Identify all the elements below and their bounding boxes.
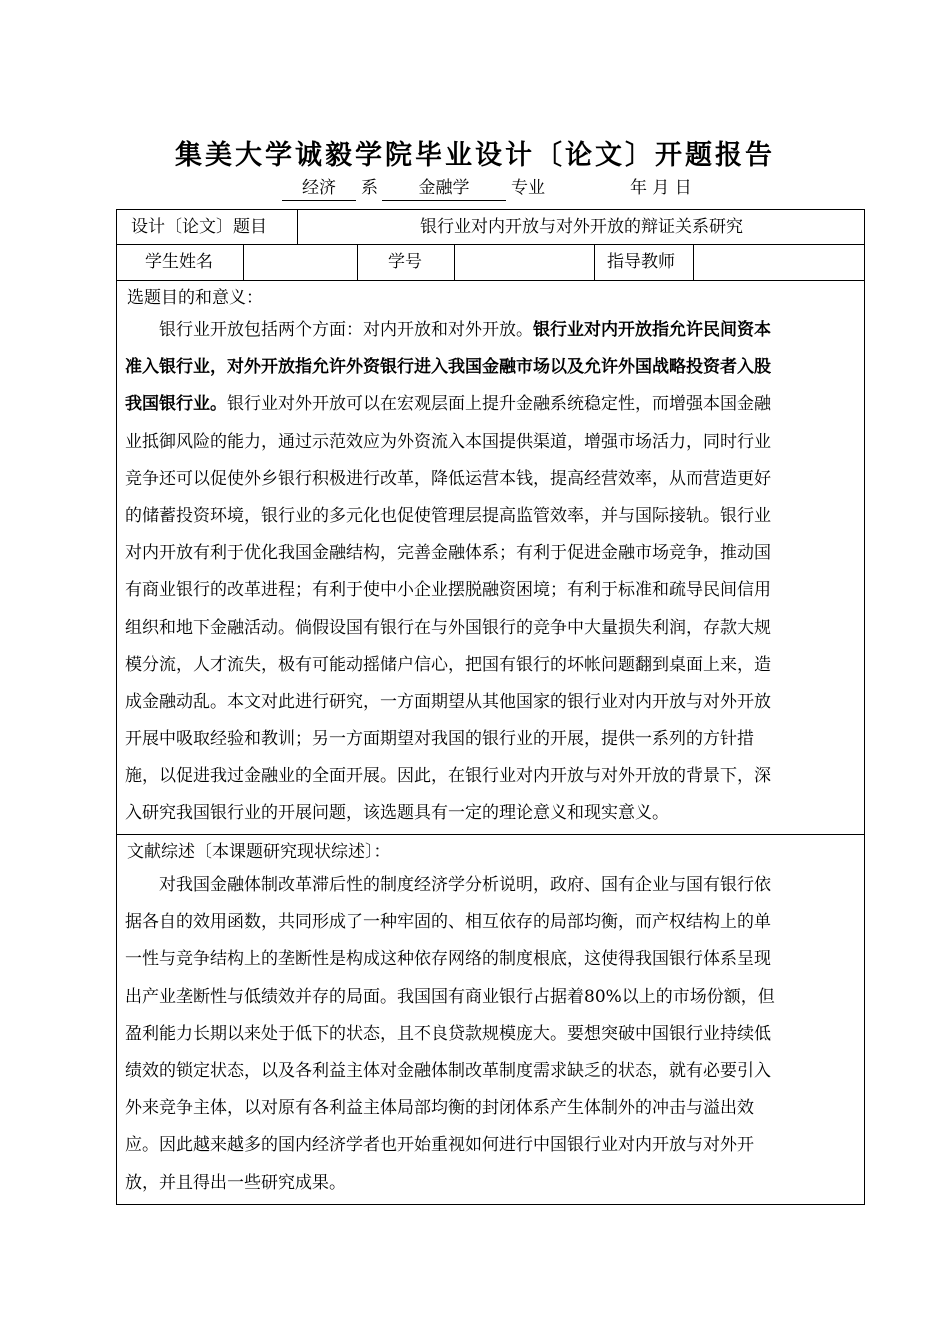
text-run: 组织和地下金融活动。倘假设国有银行在与外国银行的竞争中大量损失利润，存款大规 [125, 617, 771, 638]
text-line [125, 795, 857, 832]
topic-label: 设计〔论文〕题目 [131, 217, 267, 237]
text-line [125, 1165, 857, 1202]
column-divider [594, 244, 595, 280]
column-divider [243, 244, 244, 280]
bold-text: 银行业对内开放指允许民间资本 [533, 320, 771, 340]
text-line [125, 1016, 857, 1053]
text-run: 外来竞争主体，以对原有各利益主体局部均衡的封闭体系产生体制外的冲击与溢出效 [125, 1098, 754, 1119]
text-run: 成金融动乱。本文对此进行研究，一方面期望从其他国家的银行业对内开放与对外开放 [125, 691, 771, 712]
department-suffix: 系 [361, 178, 378, 198]
text-line [125, 684, 857, 721]
text-line [125, 424, 857, 461]
text-line [125, 647, 857, 684]
text-run: 模分流，人才流失，极有可能动摇储户信心，把国有银行的坏帐问题翻到桌面上来，造 [125, 654, 771, 675]
text-line [125, 572, 857, 609]
text-line [125, 498, 857, 535]
text-run: 银行业对外开放可以在宏观层面上提升金融系统稳定性，而增强本国金融 [227, 394, 771, 415]
text-run: 的储蓄投资环境，银行业的多元化也促使管理层提高监管效率，并与国际接轨。银行业 [125, 505, 771, 526]
major-suffix: 专业 [511, 178, 545, 198]
bold-text: 准入银行业，对外开放指允许外资银行进入我国金融市场以及允许外国战略投资者入股 [125, 357, 771, 378]
column-divider [357, 244, 358, 280]
date-field: 年 月 日 [630, 178, 692, 198]
column-divider [454, 244, 455, 280]
text-run: 出产业垄断性与低绩效并存的局面。我国国有商业银行占据着80%以上的市场份额，但 [125, 986, 775, 1007]
text-line [125, 979, 857, 1016]
text-line [125, 1053, 857, 1090]
advisor-label: 指导教师 [607, 252, 675, 272]
text-line [125, 904, 857, 941]
text-run: 放，并且得出一些研究成果。 [125, 1172, 346, 1193]
text-line [125, 461, 857, 498]
text-line [125, 386, 857, 423]
column-divider [693, 244, 694, 280]
major-field: 金融学 [382, 176, 506, 201]
student-name-label: 学生姓名 [145, 252, 213, 272]
topic-value: 银行业对内开放与对外开放的辩证关系研究 [420, 217, 743, 237]
text-run: 对内开放有利于优化我国金融结构，完善金融体系；有利于促进金融市场竞争，推动国 [125, 543, 771, 564]
text-run: 施，以促进我过金融业的全面开展。因此，在银行业对内开放与对外开放的背景下，深 [125, 766, 771, 787]
text-line [125, 610, 857, 647]
document-title: 集美大学诚毅学院毕业设计〔论文〕开题报告 [175, 140, 775, 171]
purpose-heading: 选题目的和意义： [127, 288, 263, 308]
bold-text: 我国银行业。 [125, 394, 227, 415]
text-line [125, 349, 857, 386]
text-line [125, 758, 857, 795]
row-divider [117, 834, 864, 835]
text-line [125, 867, 857, 904]
text-run: 开展中吸取经验和教训；另一方面期望对我国的银行业的开展，提供一系列的方针措 [125, 729, 754, 750]
text-line [125, 1090, 857, 1127]
department-field: 经济 [282, 176, 356, 201]
text-run: 有商业银行的改革进程；有利于使中小企业摆脱融资困境；有利于标准和疏导民间信用 [125, 580, 771, 601]
text-run: 据各自的效用函数，共同形成了一种牢固的、相互依存的局部均衡，而产权结构上的单 [125, 912, 771, 933]
text-line [125, 312, 857, 349]
text-line [125, 721, 857, 758]
text-run: 银行业开放包括两个方面：对内开放和对外开放。 [125, 320, 533, 340]
student-id-label: 学号 [388, 252, 422, 272]
text-line [125, 1127, 857, 1164]
row-divider [117, 244, 864, 245]
text-run: 对我国金融体制改革滞后性的制度经济学分析说明，政府、国有企业与国有银行依 [125, 875, 771, 895]
text-line [125, 535, 857, 572]
text-run: 业抵御风险的能力，通过示范效应为外资流入本国提供渠道，增强市场活力，同时行业 [125, 431, 771, 452]
header-info-line [0, 176, 950, 200]
row-divider [117, 280, 864, 281]
literature-body [125, 867, 857, 1202]
text-run: 一性与竞争结构上的垄断性是构成这种依存网络的制度根底，这使得我国银行体系呈现 [125, 949, 771, 970]
purpose-body [125, 312, 857, 833]
text-line [125, 941, 857, 978]
text-run: 盈利能力长期以来处于低下的状态，且不良贷款规模庞大。要想突破中国银行业持续低 [125, 1023, 771, 1044]
text-run: 应。因此越来越多的国内经济学者也开始重视如何进行中国银行业对内开放与对外开 [125, 1135, 754, 1156]
literature-heading: 文献综述〔本课题研究现状综述〕： [127, 842, 391, 862]
proposal-form-table [116, 209, 865, 1205]
text-run: 竞争还可以促使外乡银行积极进行改革，降低运营本钱，提高经营效率，从而营造更好 [125, 468, 771, 489]
text-run: 入研究我国银行业的开展问题，该选题具有一定的理论意义和现实意义。 [125, 803, 669, 824]
text-run: 绩效的锁定状态，以及各利益主体对金融体制改革制度需求缺乏的状态，就有必要引入 [125, 1060, 771, 1081]
